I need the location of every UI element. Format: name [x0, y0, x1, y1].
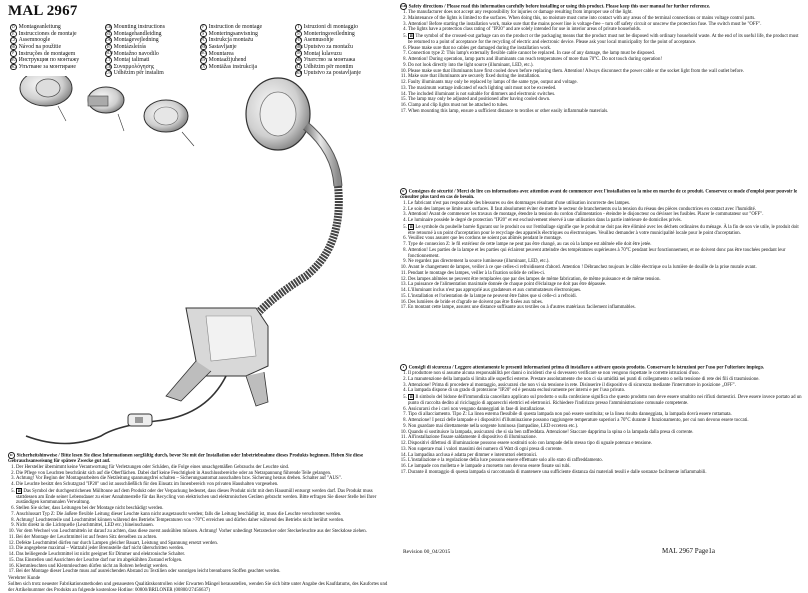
flag-icon: EST: [201, 57, 208, 62]
list-item: 3. Attention! Avant de commencer les travaux de montage, étendre la tension du cordon d'alimentation - éteindre le disjoncteur ou dévisser les fusibles. Placer le commutateur sur "OFF".: [408, 212, 802, 218]
flag-icon: RO: [201, 51, 206, 56]
list-item: 1. The manufacturer does not accept any responsibility for injuries or damage resulting from improper use of the light.: [408, 10, 802, 16]
language-column-3: [200, 24, 295, 70]
flag-icon: UA: [106, 71, 112, 76]
list-item: 4. Le luminaire possède le degré de protection "IP20" et est exclusivement réservé à une utilisation dans la partie intérieure de domiciles privés.: [408, 218, 802, 224]
list-item: 15. L'installazione e la regolazione della luce possono essere effettuate solo allo stato di raffreddamento.: [408, 458, 802, 464]
flag-icon: I: [295, 24, 302, 31]
language-item: LT Montaj talimati: [106, 57, 150, 64]
page-title: MAL 2967: [8, 3, 78, 19]
language-item: DK Montagevejledning: [106, 37, 159, 44]
list-item: 16. Clamp and clip lights must not be attached to tubes.: [408, 103, 802, 109]
flag-icon: RU: [11, 57, 16, 62]
list-item: 5. ⊠ Il simbolo del bidone dell'immondizia cancellato applicato sul prodotto o sulla confezione significa che questo prodotto non deve essere smaltito nei rifiuti domestici. Deve essere invece portato ad un punto di raccolta dedito al riciclaggio di apparecchi elettrici ed elettronici. Richiedere l'indirizzo presso l'amministrazione comunale competente.: [408, 394, 802, 407]
flag-icon: D: [8, 452, 15, 459]
list-item: 8. Attenzione! I pezzi delle lampade e i dispositivi d'illuminazione possono raggiungere temperature superiori a 70°C durante il funzionamento, per cui non devono essere toccati.: [408, 418, 802, 424]
section-heading: F Consignes de sécurité / Merci de lire ces informations avec attention avant de commencer avec l'installation ou la mise en marche de ce produit. Conservez ce mode d'emploi pour pouvoir le consulter plus tard en cas de besoin.: [400, 189, 798, 201]
flag-icon: GB: [106, 25, 111, 29]
language-item: EST Montaažijuhend: [201, 57, 247, 64]
language-item: SLO Montažno navodilo: [106, 50, 159, 57]
list-item: 9. Do not look directly into the light source (illuminant, LED, etc.).: [408, 63, 802, 69]
flag-icon: DK: [106, 38, 112, 43]
list-item: 12. Defekte Leuchtmittel dürfen nur durch Lampen gleicher Bauart, Leistung und Spannung ersetzt werden.: [16, 541, 394, 547]
list-item: 17. En montant cette lampe, assurez une distance suffisante aux textiles ou à d'autres matériaux facilement inflammables.: [408, 305, 802, 311]
language-item: GR Συναρμολόγησης: [106, 63, 155, 70]
list-item: 14. The included illuminant is not suitable for dimmers and electronic switches.: [408, 92, 802, 98]
language-item: SK Návod na použitie: [11, 43, 62, 50]
list-item: 7. Connection type Z: This lamp's externally flexible cable cannot be replaced. In case of any damage, the lamp must be disposed.: [408, 51, 802, 57]
flag-icon: I: [400, 364, 407, 371]
list-item: 11. Bei der Montage der Leuchtmittel ist auf festen Sitz derselben zu achten.: [16, 535, 394, 541]
flag-icon: MK: [296, 57, 302, 62]
flag-icon: GR: [106, 64, 111, 69]
main-shade: [246, 78, 338, 186]
lamp-illustration: [6, 76, 386, 451]
customer-note-text: Sollten sich trotz neuester Fabrikationsmethoden und genauesten Qualitätskontrollen wider Erwarten Mängel herausstellen, wenden Sie sich bitte unter Angabe des Kaufdatums, des Kaufortes und der Artikelnummer des Produkts an folgende kostenlose Hotline: 00800/BRILONER (00800/27456637): [8, 581, 388, 593]
list-item: 6. Assicurarsi che i cavi non vengano danneggiati in fase di installazione.: [408, 407, 802, 413]
list-item: 2. Die Pflege von Leuchten beschränkt sich auf die Oberflächen. Dabei darf keine Feuchtigkeit in Anschlussbereiche oder an Netzspannung führende Teile gelangen.: [16, 471, 394, 477]
list-item: 4. La lampada dispone di un grado di protezione "IP20" ed è pensata esclusivamente per interni e per l'uso privato.: [408, 388, 802, 394]
list-item: 17. When mounting this lamp, ensure a sufficient distance to textiles or other easily inflammable materials.: [408, 109, 802, 115]
section-it: [400, 364, 802, 476]
list-item: 9. Nicht direkt in die Lichtquelle (Leuchtmittel, LED etc.) hineinschauen.: [16, 523, 394, 529]
safety-list: [8, 465, 394, 575]
list-item: 11. Make sure that illuminants are securely fixed during the installation.: [408, 74, 802, 80]
flag-icon: FIN: [296, 38, 302, 43]
flag-icon: F: [400, 188, 407, 195]
list-item: 4. The lights have a protection class rating of "IP20" and are solely intended for use in interior areas of private households.: [408, 27, 802, 33]
language-item: HR Sastavljanje: [201, 43, 237, 50]
flag-icon: SRB: [296, 44, 303, 49]
list-item: 6. Veuillez vous assurer que les cordons ne soient pas abîmés pendant le montage.: [408, 236, 802, 242]
language-item: RO Mountarea: [201, 50, 234, 57]
language-item: N Monteringsveiledning: [296, 30, 355, 37]
flag-icon: F: [200, 24, 207, 31]
list-item: 6. Stellen Sie sicher, dass Leitungen bei der Montage nicht beschädigt werden.: [16, 506, 394, 512]
section-gb: [400, 3, 802, 115]
language-item: TR Montaj kılavuzu: [296, 50, 342, 57]
safety-list: [400, 371, 802, 476]
flag-icon: BIH: [296, 71, 303, 76]
list-item: 15. The lamp may only be adjusted and positioned after having cooled down.: [408, 97, 802, 103]
section-heading: GB Safety directions / Please read this information carefully before installing or using this product. Please keep this user manual for further reference.: [401, 4, 711, 10]
list-item: 1. Le fabricant n'est pas responsable des blessures ou des dommages résultant d'une utilisation incorrecte des lampes.: [408, 201, 802, 207]
language-item: F Instruction de montage: [200, 24, 295, 31]
list-item: 14. La lampadina acclusa è adatta per dimmer e interruttori elettronici.: [408, 453, 802, 459]
flag-icon: N: [296, 31, 300, 36]
list-item: 7. Type de connexion Z: le fil extérieur de cette lampe ne peut pas être changé, au cas où la lampe est abîmée elle doit être jetée.: [408, 242, 802, 248]
list-item: 17. Bei der Montage dieser Leuchte muss auf ausreichenden Abstand zu Textilien oder sonstigen leicht brennbaren Stoffen geachtet werden.: [16, 569, 394, 575]
revision-label: Revision 00_04/2015: [403, 549, 451, 555]
safety-list: [400, 10, 802, 115]
section-heading: D Sicherheitshinweise / Bitte lesen Sie diese Informationen sorgfältig durch, bevor Sie mit der Installation oder Inbetriebnahme dieses Produkts beginnen. Heben Sie diese Gebrauchsanweisung für spätere Zwecke gut auf.: [8, 453, 364, 465]
section-heading: I Consigli di sicurezza / Leggere attentamente le presenti informazioni prima di installare o attivare questo prodotto. Conservare le istruzioni per l'uso per l'ulteriore impiego.: [400, 364, 802, 371]
list-item: 5. ⊠ The symbol of the crossed-out garbage can on the product or the packaging means that the product must not be disposed with ordinary household waste. At the end of its useful life, the product must be returned to a point of acceptance for the recycling of electric and electronic device. Please ask your local municipality for the point of acceptance.: [408, 33, 802, 46]
list-item: 12. Faulty illuminants may only be replaced by lamps of the same type, output and voltage.: [408, 80, 802, 86]
flag-icon: SK: [11, 44, 16, 49]
list-item: 16. Le lampade con molletta e le lampade a morsetto non devono essere fissate sui tubi.: [408, 464, 802, 470]
crossed-bin-icon: ⊠: [409, 223, 413, 229]
list-item: 5. ⊠ Le symbole du poubelle barrée figurant sur le produit ou sur l'emballage signifie que le produit ne doit pas être éliminé avec les déchets ordinaires du ménage. À la fin de son vie utile, le produit doit être retourné à un point d'acceptation pour le recyclage des appareils électriques ou électroniques. Veuillez demander à votre municipalité locale pour le point d'acceptation.: [408, 224, 802, 237]
list-item: 8. Attention! Les parties de la lampe et les parties qui éclairent peuvent atteindre des températures supérieures à 70°C pendant leur fonctionnement, et ne doivent donc pas être touchées pendant leur fonctionnement.: [408, 248, 802, 260]
section-fr: [400, 188, 802, 311]
flag-icon: D: [11, 25, 15, 29]
list-item: 16. Klemmleuchten und Klemmleuchten dürfen nicht an Rohren befestigt werden.: [16, 564, 394, 570]
list-item: 14. Das beiliegende Leuchtmittel ist nicht geeignet für Dimmer und elektronische Schalter.: [16, 552, 394, 558]
language-item: SRB Uputstvo za montažu: [296, 43, 353, 50]
language-item: D Montageanleitung: [11, 24, 61, 31]
language-item: BG Упътване за монтиране: [11, 63, 76, 70]
language-item: MK Упатство за монтажа: [296, 57, 356, 64]
list-item: 11. All'installazione fissare saldamente il dispositivo di illuminazione.: [408, 435, 802, 441]
language-item: P Instruções de montagem: [10, 50, 105, 57]
list-item: 10. Please make sure that illuminants have first cooled down before replacing them. Attention! Always disconnect the power cable or the socket light from the wall outlet before.: [408, 69, 802, 75]
language-column-2: [105, 24, 200, 77]
language-item: PL Instrukcja montażu: [201, 37, 254, 44]
list-item: 7. Anschlussart Typ Z: Die äußere flexible Leitung dieser Leuchte kann nicht ausgetauscht werden; falls die Leitung beschädigt ist, muss die Leuchte verschrottet werden.: [16, 512, 394, 518]
section-de: [8, 452, 394, 593]
safety-list: [400, 201, 802, 311]
language-item: I Istruzioni di montaggio: [295, 24, 390, 31]
language-column-4: [295, 24, 390, 77]
lamp-head-parts: [20, 76, 194, 146]
language-item: NL Montagehandleiding: [106, 30, 162, 37]
flag-icon: PL: [201, 38, 206, 43]
list-item: 9. Ne regardez pas directement la source lumineuse (illuminant, LED, etc.).: [408, 259, 802, 265]
language-item: FIN Asennusohje: [296, 37, 334, 44]
flag-icon: S: [200, 31, 207, 38]
flag-icon: AL: [296, 64, 301, 69]
language-item: GB Mounting instructions: [106, 24, 165, 31]
language-item: AL Udhëzim për montim: [296, 63, 354, 70]
list-item: 8. Achtung! Leuchtenteile und Leuchtmittel können während des Betriebs Temperaturen von >70°C erreichen und dürfen daher während des Betriebs nicht berührt werden.: [16, 518, 394, 524]
list-item: 13. Die angegebene maximal – Wattzahl jeder Brennstelle darf nicht überschritten werden.: [16, 546, 394, 552]
list-item: 1. Der Hersteller übernimmt keine Verantwortung für Verletzungen oder Schäden, die Folge eines unsachgemäßen Gebrauchs der Leuchte sind.: [16, 465, 394, 471]
language-item: UA Udhëzim për instalim: [106, 70, 164, 77]
flag-icon: LV: [201, 64, 206, 69]
list-item: 12. Des lampes abîmées ne peuvent être remplacées que par des lampes de même fabrication, de même puissance et de même tension.: [408, 277, 802, 283]
list-item: 7. Tipo di allacciamento. Tipo Z: La linea esterna flessibile di questa lampada non può essere sostituita; se la linea risulta danneggiata, la lampada dovrà essere rottamata.: [408, 412, 802, 418]
list-item: 13. Non superare mai i valori massimi dei numero di Watt di ogni presa di corrente.: [408, 447, 802, 453]
flag-icon: H: [106, 44, 110, 49]
switch-rocker-icon: [135, 417, 143, 423]
crossed-bin-icon: ⊠: [409, 33, 413, 39]
language-item: CZ Assemnoogle: [11, 37, 51, 44]
list-item: 3. Attention! Before starting the installation work, make sure that the mains power line is voltage-free – turn off safety circuit or unscrew the protection fuse. The switch must be "OFF".: [408, 22, 802, 28]
language-item: S Monteringsanvisning: [200, 31, 295, 38]
list-item: 1. Il produttore non si assume alcuna responsabilità per danni o incidenti che si dovessero verificare se non vengono rispettate le corrette istruzioni d'uso.: [408, 371, 802, 377]
list-item: 15. Das Einstellen und Ausrichten der Leuchte darf nur im abgekühlten Zustand erfolgen.: [16, 558, 394, 564]
flag-icon: GB: [401, 4, 407, 8]
language-item: H Montázsleírás: [106, 43, 147, 50]
list-item: 16. Des lumières de bride et d'agrafe ne doivent pas être fixées aux tubes.: [408, 300, 802, 306]
flag-icon: SLO: [106, 51, 113, 56]
language-item: RU Инструкция по монтажу: [11, 57, 80, 64]
list-item: 13. The maximum wattage indicated of each lighting unit must not be exceeded.: [408, 86, 802, 92]
list-item: 9. Non guardare mai direttamente nella sorgente luminosa (lampadine, LED eccetera etc.).: [408, 424, 802, 430]
list-item: 15. L'installation et l'orientation de la lampe ne peuvent être faites que si celle-ci a refroidi.: [408, 294, 802, 300]
language-item: E Instrucciones de montaje: [10, 31, 105, 38]
flag-icon: NL: [106, 31, 111, 36]
list-item: 17. Durante il montaggio di questa lampada si raccomanda di mantenere una sufficiente distanza dai materiali tessili e dalle sostanze facilmente infiammabili.: [408, 470, 802, 476]
customer-note-title: Verehrter Kunde: [8, 576, 41, 582]
list-item: 8. Attention! During operation, lamp parts and illuminants can reach temperatures of more than 70°C. Do not touch during operation!: [408, 57, 802, 63]
language-column-1: [10, 24, 105, 70]
flag-icon: CZ: [11, 38, 16, 43]
list-item: 14. L'illuminant inclus n'est pas approprié aux gradateurs et aux commutateurs électroniques.: [408, 288, 802, 294]
flag-icon: E: [10, 31, 17, 38]
language-item: BIH Uputstvo za postavljanje: [296, 70, 361, 77]
crossed-bin-icon: ⊠: [409, 394, 413, 400]
page-label: MAL 2967 Page1a: [662, 547, 716, 555]
list-item: 2. Maintenance of the lights is limited to the surfaces. When doing this, no moisture must come into contact with any areas of the terminal connections or mains voltage control parts.: [408, 16, 802, 22]
list-item: 3. Achtung! Vor Beginn der Montagearbeiten die Netzleitung spannungsfrei schalten – Sicherungsautomat ausschalten bzw. Sicherung heraus drehen. Schalter auf "AUS".: [16, 476, 394, 482]
list-item: 12. Dispositivi difettosi di illuminazione possono essere sostituiti solo con lampade dello stesso tipo di uguale potenza e tensione.: [408, 441, 802, 447]
list-item: 4. Die Leuchte besitzt den Schutzgrad "IP20" und ist ausschließlich für den Einsatz im Innenbereich von privaten Haushalten vorgesehen.: [16, 482, 394, 488]
list-item: 11. Pendant le montage des lampes, veiller à la fixation solide de celles-ci.: [408, 271, 802, 277]
list-item: 10. Avant le changement de lampes, veiller à ce que celles-ci refroidissent d'abord. Attention ! Débranchez toujours le câble électrique ou la lumière de douille de la prise murale avant.: [408, 265, 802, 271]
list-item: 5. ⊠ Das Symbol der durchgestrichenen Mülltonne auf dem Produkt oder der Verpackung bedeutet, dass dieses Produkt nicht mit dem Hausmüll entsorgt werden darf. Das Produkt muss stattdessen am Ende seiner Lebensdauer zu einer Annahmestelle für das Recycling von elektrischen und elektronischen Geräten gebracht werden. Bitte erfragen Sie dieser Stelle bei Ihrer zuständigen kommunalen Verwaltung.: [16, 488, 394, 506]
gooseneck-arm: [246, 186, 339, 326]
crossed-bin-icon: ⊠: [17, 487, 21, 493]
language-item: LV Montāžas instrukcija: [201, 63, 258, 70]
list-item: 3. Attenzione! Prima di procedere al montaggio, assicurarsi che non vi sia tensione in rete. Disinserire il dispositivo di sicurezza mediante l'interruttore in posizione „OFF".: [408, 383, 802, 389]
flag-icon: HR: [201, 44, 206, 49]
list-item: 2. La manutenzione della lampada si limita alle superfici esterne. Prestare assolutamente che non ci sia umidità nei punti di collegamento o nella tensione di rete dei fili di trasmissione.: [408, 377, 802, 383]
flag-icon: LT: [106, 57, 111, 62]
list-item: 13. La puissance de l'alimentation maximale donnée de chaque point d'éclairage ne doit pas être dépassée.: [408, 282, 802, 288]
flag-icon: BG: [11, 64, 16, 69]
flag-icon: TR: [296, 51, 301, 56]
flag-icon: P: [10, 50, 17, 57]
list-item: 6. Please make sure that no cables get damaged during the installation work.: [408, 46, 802, 52]
list-item: 2. Le soin des lampes se limite aux surfaces. Il faut absolument éviter de mettre le secteur de branchements ou la tension du réseau des pièces conductrices en contact avec l'humidité.: [408, 207, 802, 213]
list-item: 10. Quando si sostituisce la lampada, assicurarsi che si sia ben raffreddata. Attenzione! Staccare dapprima la spina o la lampada dalla presa di corrente.: [408, 430, 802, 436]
list-item: 10. Vor dem Wechsel von Leuchtmitteln ist darauf zu achten, dass diese zuerst auskühlen müssen. Achtung! Vorher unbedingt Netzstecker oder Steckerleuchte aus der Steckdose ziehen.: [16, 529, 394, 535]
